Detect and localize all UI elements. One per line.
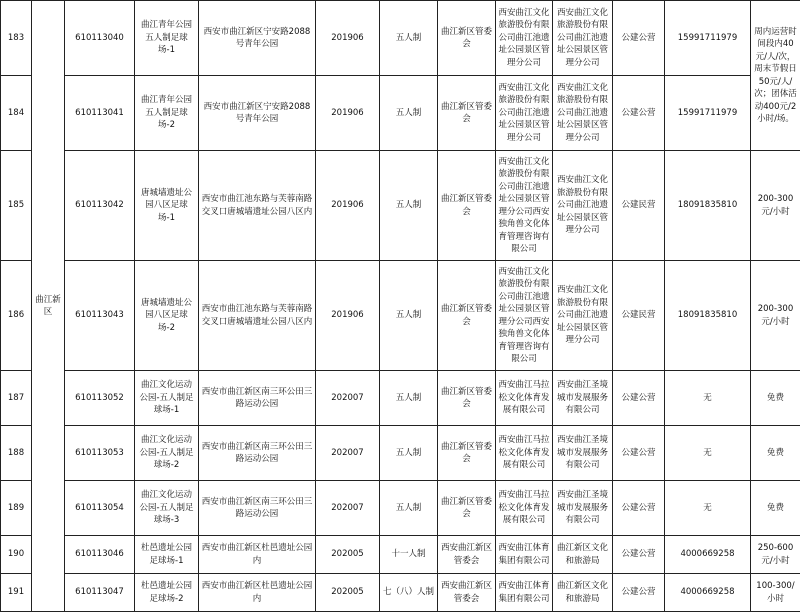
fee-cell: 免费 <box>751 371 800 426</box>
owner-unit: 西安曲江新区管委会 <box>438 536 496 574</box>
fee-cell: 免费 <box>751 481 800 536</box>
operation-mode: 公建公营 <box>613 536 665 574</box>
operation-mode: 公建民营 <box>613 151 665 261</box>
operation-mode: 公建民营 <box>613 261 665 371</box>
builder-unit: 西安曲江文化旅游股份有限公司曲江池遗址公园景区管理分公司 <box>496 1 553 76</box>
row-index: 191 <box>1 574 32 612</box>
owner-unit: 曲江新区管委会 <box>438 151 496 261</box>
district-cell: 曲江新区 <box>32 1 65 612</box>
table-row <box>1 536 800 574</box>
owner-unit: 曲江新区管委会 <box>438 261 496 371</box>
operator-unit: 西安曲江文化旅游股份有限公司曲江池遗址公园景区管理分公司 <box>553 261 613 371</box>
owner-unit: 曲江新区管委会 <box>438 481 496 536</box>
builder-unit: 西安曲江马拉松文化体育发展有限公司 <box>496 426 553 481</box>
field-type: 五人制 <box>380 76 438 151</box>
table-row <box>1 481 800 536</box>
operation-mode: 公建公营 <box>613 371 665 426</box>
builder-unit: 西安曲江文化旅游股份有限公司曲江池遗址公园景区管理分公司 <box>496 76 553 151</box>
build-date: 201906 <box>316 76 380 151</box>
owner-unit: 曲江新区管委会 <box>438 76 496 151</box>
site-name: 曲江青年公园五人制足球场-1 <box>135 1 199 76</box>
site-code: 610113041 <box>65 76 135 151</box>
site-address: 西安市曲江新区宁安路2088号青年公园 <box>199 1 316 76</box>
table-row <box>1 426 800 481</box>
site-code: 610113047 <box>65 574 135 612</box>
site-address: 西安市曲江新区南三环公田三路运动公园 <box>199 426 316 481</box>
owner-unit: 曲江新区管委会 <box>438 426 496 481</box>
row-index: 183 <box>1 1 32 76</box>
contact-phone: 15991711979 <box>665 76 751 151</box>
row-index: 184 <box>1 76 32 151</box>
operation-mode: 公建公营 <box>613 574 665 612</box>
site-name: 杜邑遗址公园足球场-1 <box>135 536 199 574</box>
build-date: 202005 <box>316 536 380 574</box>
operator-unit: 西安曲江文化旅游股份有限公司曲江池遗址公园景区管理分公司 <box>553 1 613 76</box>
operator-unit: 西安曲江文化旅游股份有限公司曲江池遗址公园景区管理分公司 <box>553 151 613 261</box>
owner-unit: 西安曲江新区管委会 <box>438 574 496 612</box>
operator-unit: 曲江新区文化和旅游局 <box>553 536 613 574</box>
site-address: 西安市曲江池东路与芙蓉南路交叉口唐城墙遗址公园八区内 <box>199 261 316 371</box>
contact-phone: 18091835810 <box>665 151 751 261</box>
operator-unit: 西安曲江圣境城市发展服务有限公司 <box>553 371 613 426</box>
site-code: 610113046 <box>65 536 135 574</box>
site-address: 西安市曲江新区南三环公田三路运动公园 <box>199 371 316 426</box>
contact-phone: 18091835810 <box>665 261 751 371</box>
operation-mode: 公建公营 <box>613 76 665 151</box>
contact-phone: 无 <box>665 426 751 481</box>
builder-unit: 西安曲江文化旅游股份有限公司曲江池遗址公园景区管理分公司西安独角兽文化体育管理咨询有限公司 <box>496 261 553 371</box>
field-type: 七（八）人制 <box>380 574 438 612</box>
site-address: 西安市曲江新区杜邑遗址公园内 <box>199 574 316 612</box>
owner-unit: 曲江新区管委会 <box>438 1 496 76</box>
operator-unit: 西安曲江圣境城市发展服务有限公司 <box>553 426 613 481</box>
builder-unit: 西安曲江马拉松文化体育发展有限公司 <box>496 481 553 536</box>
row-index: 187 <box>1 371 32 426</box>
builder-unit: 西安曲江文化旅游股份有限公司曲江池遗址公园景区管理分公司西安独角兽文化体育管理咨询有限公司 <box>496 151 553 261</box>
site-address: 西安市曲江新区杜邑遗址公园内 <box>199 536 316 574</box>
site-name: 杜邑遗址公园足球场-2 <box>135 574 199 612</box>
contact-phone: 无 <box>665 371 751 426</box>
row-index: 186 <box>1 261 32 371</box>
owner-unit: 曲江新区管委会 <box>438 371 496 426</box>
operator-unit: 西安曲江圣境城市发展服务有限公司 <box>553 481 613 536</box>
site-code: 610113052 <box>65 371 135 426</box>
row-index: 185 <box>1 151 32 261</box>
field-type: 五人制 <box>380 371 438 426</box>
site-name: 曲江青年公园五人制足球场-2 <box>135 76 199 151</box>
field-type: 十一人制 <box>380 536 438 574</box>
site-address: 西安市曲江新区南三环公田三路运动公园 <box>199 481 316 536</box>
operator-unit: 曲江新区文化和旅游局 <box>553 574 613 612</box>
build-date: 201906 <box>316 1 380 76</box>
site-code: 610113043 <box>65 261 135 371</box>
table-row <box>1 151 800 261</box>
build-date: 202007 <box>316 481 380 536</box>
site-name: 唐城墙遗址公园八区足球场-1 <box>135 151 199 261</box>
fee-cell: 100-300/小时 <box>751 574 800 612</box>
fee-cell: 周内运营时间段内40元/人/次，周末节假日50元/人/次；团体活动400元/2小时/场。 <box>751 1 800 151</box>
contact-phone: 无 <box>665 481 751 536</box>
fee-cell: 200-300元/小时 <box>751 261 800 371</box>
fee-cell: 免费 <box>751 426 800 481</box>
table-row <box>1 76 800 151</box>
fee-cell: 200-300元/小时 <box>751 151 800 261</box>
builder-unit: 西安曲江体育集团有限公司 <box>496 536 553 574</box>
fee-cell: 250-600元/小时 <box>751 536 800 574</box>
operation-mode: 公建公营 <box>613 1 665 76</box>
contact-phone: 4000669258 <box>665 574 751 612</box>
field-type: 五人制 <box>380 481 438 536</box>
site-name: 唐城墙遗址公园八区足球场-2 <box>135 261 199 371</box>
row-index: 189 <box>1 481 32 536</box>
site-code: 610113054 <box>65 481 135 536</box>
site-name: 曲江文化运动公园-五人制足球场-1 <box>135 371 199 426</box>
operation-mode: 公建公营 <box>613 481 665 536</box>
contact-phone: 4000669258 <box>665 536 751 574</box>
build-date: 202007 <box>316 426 380 481</box>
site-address: 西安市曲江新区宁安路2088号青年公园 <box>199 76 316 151</box>
build-date: 202007 <box>316 371 380 426</box>
builder-unit: 西安曲江马拉松文化体育发展有限公司 <box>496 371 553 426</box>
site-name: 曲江文化运动公园-五人制足球场-3 <box>135 481 199 536</box>
build-date: 201906 <box>316 261 380 371</box>
row-index: 190 <box>1 536 32 574</box>
table-row <box>1 574 800 612</box>
field-type: 五人制 <box>380 1 438 76</box>
site-address: 西安市曲江池东路与芙蓉南路交叉口唐城墙遗址公园八区内 <box>199 151 316 261</box>
field-type: 五人制 <box>380 151 438 261</box>
field-type: 五人制 <box>380 261 438 371</box>
table-row <box>1 261 800 371</box>
table-row <box>1 1 800 76</box>
operation-mode: 公建公营 <box>613 426 665 481</box>
builder-unit: 西安曲江体育集团有限公司 <box>496 574 553 612</box>
table-row <box>1 371 800 426</box>
build-date: 201906 <box>316 151 380 261</box>
site-name: 曲江文化运动公园-五人制足球场-2 <box>135 426 199 481</box>
build-date: 202005 <box>316 574 380 612</box>
site-code: 610113040 <box>65 1 135 76</box>
site-code: 610113042 <box>65 151 135 261</box>
site-code: 610113053 <box>65 426 135 481</box>
operator-unit: 西安曲江文化旅游股份有限公司曲江池遗址公园景区管理分公司 <box>553 76 613 151</box>
field-type: 五人制 <box>380 426 438 481</box>
contact-phone: 15991711979 <box>665 1 751 76</box>
row-index: 188 <box>1 426 32 481</box>
